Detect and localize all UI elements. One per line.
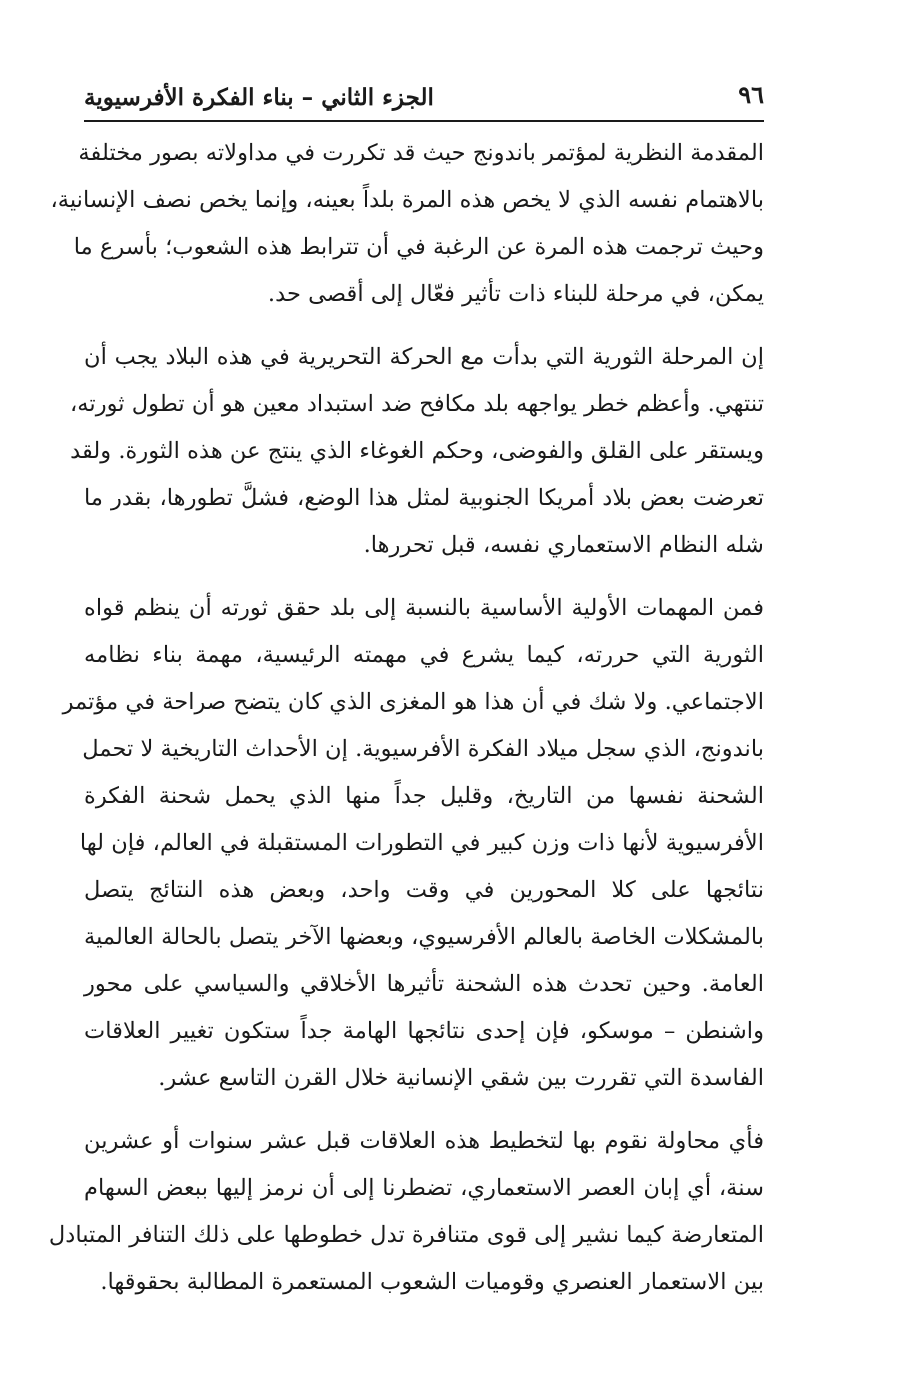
text-line: شله النظام الاستعماري نفسه، قبل تحررها. — [363, 532, 764, 558]
page-number: ٩٦ — [738, 80, 764, 109]
text-line: العامة. وحين تحدث هذه الشحنة تأثيرها الأخلاقي والسياسي على محور — [84, 971, 764, 997]
text-line: سنة، أي إبان العصر الاستعماري، تضطرنا إلى أن نرمز إليها ببعض السهام — [84, 1175, 764, 1201]
paragraph-4 — [48, 1118, 764, 1306]
text-line: المتعارضة كيما نشير إلى قوى متنافرة تدل خطوطها على ذلك التنافر المتبادل — [48, 1222, 764, 1248]
text-line: الشحنة نفسها من التاريخ، وقليل جداً منها الذي يحمل شحنة الفكرة — [84, 783, 764, 809]
paragraph-3 — [62, 585, 764, 1102]
text-line: باندونج، الذي سجل ميلاد الفكرة الأفرسيوية. إن الأحداث التاريخية لا تحمل — [82, 736, 764, 762]
text-line: الاجتماعي. ولا شك في أن هذا هو المغزى الذي كان يتضح صراحة في مؤتمر — [62, 689, 764, 715]
text-line: فمن المهمات الأولية الأساسية بالنسبة إلى بلد حقق ثورته أن ينظم قواه — [84, 595, 764, 621]
running-head — [84, 78, 764, 114]
running-head-title: الجزء الثاني – بناء الفكرة الأفرسيوية — [84, 84, 434, 111]
text-line: إن المرحلة الثورية التي بدأت مع الحركة التحريرية في هذه البلاد يجب أن — [84, 344, 764, 370]
text-line: الفاسدة التي تقررت بين شقي الإنسانية خلال القرن التاسع عشر. — [158, 1065, 764, 1091]
text-line: نتائجها على كلا المحورين في وقت واحد، وبعض هذه النتائج يتصل — [84, 877, 764, 903]
text-line: المقدمة النظرية لمؤتمر باندونج حيث قد تكررت في مداولاته بصور مختلفة — [78, 140, 764, 166]
text-line: يمكن، في مرحلة للبناء ذات تأثير فعّال إلى أقصى حد. — [267, 281, 764, 307]
text-line: بالمشكلات الخاصة بالعالم الأفرسيوي، وبعضها الآخر يتصل بالحالة العالمية — [84, 924, 764, 950]
text-line: الثورية التي حررته، كيما يشرع في مهمته الرئيسية، مهمة بناء نظامه — [84, 642, 764, 668]
text-line: بين الاستعمار العنصري وقوميات الشعوب المستعمرة المطالبة بحقوقها. — [100, 1269, 764, 1295]
text-line: بالاهتمام نفسه الذي لا يخص هذه المرة بلداً بعينه، وإنما يخص نصف الإنسانية، — [50, 187, 764, 213]
header-rule — [84, 120, 764, 122]
text-line: الأفرسيوية لأنها ذات وزن كبير في التطورات المستقبلة في العالم، فإن لها — [79, 830, 764, 856]
text-line: ويستقر على القلق والفوضى، وحكم الغوغاء الذي ينتج عن هذه الثورة. ولقد — [70, 438, 764, 464]
paragraph-1 — [50, 130, 764, 318]
text-line: فأي محاولة نقوم بها لتخطيط هذه العلاقات قبل عشر سنوات أو عشرين — [84, 1128, 764, 1154]
paragraph-2 — [70, 334, 764, 569]
text-line: واشنطن – موسكو، فإن إحدى نتائجها الهامة جداً ستكون تغيير العلاقات — [84, 1018, 764, 1044]
text-line: تنتهي. وأعظم خطر يواجهه بلد مكافح ضد استبداد معين هو أن تطول ثورته، — [70, 391, 764, 417]
body-text — [48, 130, 764, 1306]
text-line: تعرضت بعض بلاد أمريكا الجنوبية لمثل هذا الوضع، فشلَّ تطورها، بقدر ما — [84, 485, 764, 511]
text-line: وحيث ترجمت هذه المرة عن الرغبة في أن تترابط هذه الشعوب؛ بأسرع ما — [73, 234, 764, 260]
